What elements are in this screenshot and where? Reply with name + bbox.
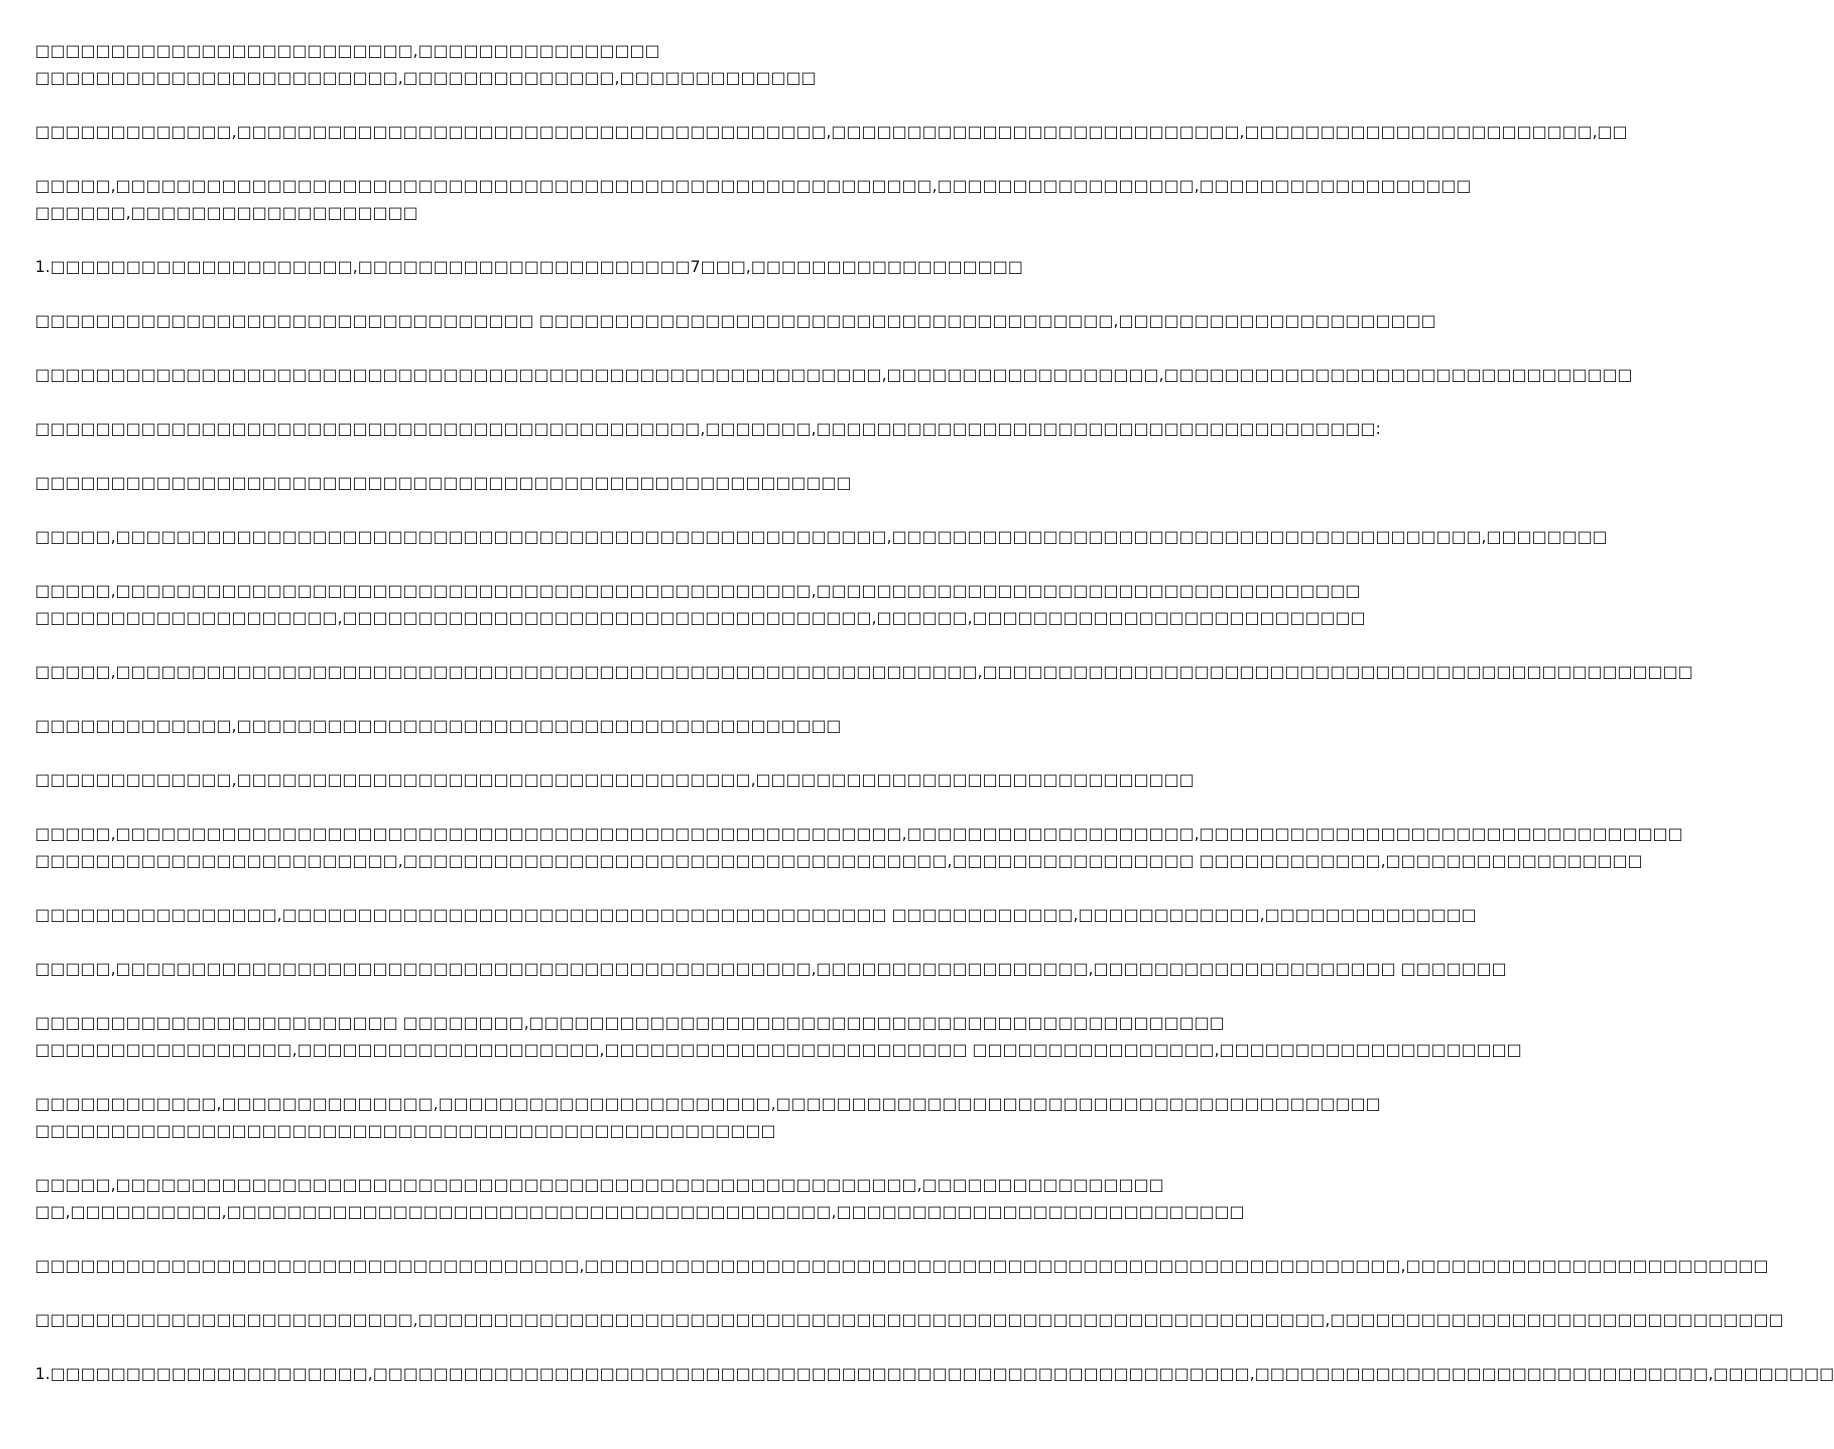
text-line: □□□□□□□□□□□□□□□□□□□□□□□□□□□□□□□□□□□□□□□□□□□□□□□□□□□□□□□□,□□□□□□□□□□□□□□□□□□,□□□□□□□□□□□□□□□□□□□□□□□□□□□□□□□ bbox=[35, 365, 1633, 384]
text-line: □□□□□□□□□□□□□□□□□□□□□□□□□□□□□□□□□□□□,□□□□□□□□□□□□□□□□□□□□□□□□□□□□□□□□□□□□□□□□□□□□□□□□□□□□□□,□□□□□□□□□□□□□□□□□□□□□□□□ bbox=[35, 1256, 1769, 1275]
text-line: □□□□□□□□□□□□□□□□□□□□□□□□,□□□□□□□□□□□□□□,□□□□□□□□□□□□□ bbox=[35, 68, 817, 87]
paragraph-9 bbox=[35, 523, 1608, 550]
text-line: □□□□□□□□□□□□□□□□□□□□,□□□□□□□□□□□□□□□□□□□□□□□□□□□□□□□□□□□,□□□□□□,□□□□□□□□□□□□□□□□□□□□□□□□□□ bbox=[35, 608, 1366, 627]
text-line: □□□□□,□□□□□□□□□□□□□□□□□□□□□□□□□□□□□□□□□□□□□□□□□□□□□□,□□□□□□□□□□□□□□□□□□,□□□□□□□□□□□□□□□□□□□□ □□□□□□□ bbox=[35, 959, 1507, 978]
text-line: □□□□□□□□□□□□□□□□□□□□□□□□□,□□□□□□□□□□□□□□□□ bbox=[35, 41, 660, 60]
paragraph-16 bbox=[35, 955, 1507, 982]
paragraph-12 bbox=[35, 712, 990, 739]
text-line: □□□□□,□□□□□□□□□□□□□□□□□□□□□□□□□□□□□□□□□□□□□□□□□□□□□□,□□□□□□□□□□□□□□□□□□□□□□□□□□□□□□□□□□□□ bbox=[35, 581, 1361, 600]
paragraph-4 bbox=[35, 253, 1023, 280]
text-line: □□□□□□□□□□□□□□□□□□□□□□□□□□□□□□□□□□□□□□□□□□□□□□□□□ bbox=[35, 1121, 776, 1140]
text-line: □□□□□□□□□□□□,□□□□□□□□□□□□□□,□□□□□□□□□□□□□□□□□□□□□□,□□□□□□□□□□□□□□□□□□□□□□□□□□□□□□□□□□□□□□□□ bbox=[35, 1094, 1381, 1113]
text-line: □□□□□□□□□□□□□,□□□□□□□□□□□□□□□□□□□□□□□□□□□□□□□□□□,□□□□□□□□□□□□□□□□□□□□□□□□□□□□□ bbox=[35, 770, 1195, 789]
paragraph-22 bbox=[35, 1360, 1834, 1387]
paragraph-10 bbox=[35, 577, 1366, 631]
text-line: □□□□□,□□□□□□□□□□□□□□□□□□□□□□□□□□□□□□□□□□□□□□□□□□□□□□□□□□□□□□□□□,□□□□□□□□□□□□□□□□□□□□□□□□□□□□□□□□□□□□□□□□□□□□□□□ bbox=[35, 662, 1693, 681]
text-line: □□□□□□□□□□□□□,□□□□□□□□□□□□□□□□□□□□□□□□□□□□□□□□□□□□□□□,□□□□□□□□□□□□□□□□□□□□□□□□□□□,□□□□□□□□□□□□□□□□□□□□□□□,□□ bbox=[35, 122, 1628, 141]
text-line: □□□□□□□□□□□□□,□□□□□□□□□□□□□□□□□□□□□□□□□□□□□□□□□□□□□□□□ bbox=[35, 716, 842, 735]
paragraph-14 bbox=[35, 820, 1683, 874]
text-line: 1.□□□□□□□□□□□□□□□□□□□□□,□□□□□□□□□□□□□□□□□□□□□□□□□□□□□□□□□□□□□□□□□□□□□□□□□□□□□□□□□□,□□□□□□□□□□□□□□□□□□□□□□□□□□□□□□,□□□□□□□□ bbox=[35, 1364, 1834, 1383]
text-line: □□□□□□□□□□□□□□□□□□□□□□□□,□□□□□□□□□□□□□□□□□□□□□□□□□□□□□□□□□□□□,□□□□□□□□□□□□□□□□ □□□□□□□□□□□□,□□□□□□□□□□□□□□□□□ bbox=[35, 851, 1643, 870]
paragraph-8 bbox=[35, 469, 990, 496]
paragraph-19 bbox=[35, 1171, 1245, 1225]
text-line: □□,□□□□□□□□□□,□□□□□□□□□□□□□□□□□□□□□□□□□□□□□□□□□□□□□□□□,□□□□□□□□□□□□□□□□□□□□□□□□□□□ bbox=[35, 1202, 1245, 1221]
paragraph-5 bbox=[35, 307, 1436, 334]
text-line: □□□□□,□□□□□□□□□□□□□□□□□□□□□□□□□□□□□□□□□□□□□□□□□□□□□□□□□□□,□□□□□□□□□□□□□□□□□□□□□□□□□□□□□□□□□□□□□□□,□□□□□□□□ bbox=[35, 527, 1608, 546]
paragraph-15 bbox=[35, 901, 1477, 928]
text-line: □□□□□,□□□□□□□□□□□□□□□□□□□□□□□□□□□□□□□□□□□□□□□□□□□□□□□□□□□□,□□□□□□□□□□□□□□□□□□□,□□□□□□□□□□□□□□□□□□□□□□□□□□□□□□□□ bbox=[35, 824, 1683, 843]
text-line: □□□□□,□□□□□□□□□□□□□□□□□□□□□□□□□□□□□□□□□□□□□□□□□□□□□□□□□□□□□,□□□□□□□□□□□□□□□□ bbox=[35, 1175, 1164, 1194]
text-line: □□□□□□□□□□□□□□□□□□□□□□□□□□□□□□□□□□□□□□□□□□□□□□□□□□□□□□ bbox=[35, 473, 852, 492]
text-line: 1.□□□□□□□□□□□□□□□□□□□□,□□□□□□□□□□□□□□□□□□□□□□7□□□,□□□□□□□□□□□□□□□□□□ bbox=[35, 257, 1023, 276]
paragraph-6 bbox=[35, 361, 1633, 388]
paragraph-17 bbox=[35, 1009, 1522, 1063]
text-line: □□□□□□□□□□□□□□□□□□□□□□□□□,□□□□□□□□□□□□□□□□□□□□□□□□□□□□□□□□□□□□□□□□□□□□□□□□□□□□□□□□□□□□,□□□□□□□□□□□□□□□□□□□□□□□□□□□□□□ bbox=[35, 1310, 1784, 1329]
paragraph-21 bbox=[35, 1306, 1784, 1333]
document-body bbox=[35, 37, 1834, 1414]
text-line: □□□□□□□□□□□□□□□□□□□□□□□□□□□□□□□□□□□□□□□□□□□□,□□□□□□□,□□□□□□□□□□□□□□□□□□□□□□□□□□□□□□□□□□□□□: bbox=[35, 419, 1381, 438]
text-line: □□□□□□□□□□□□□□□□□□□□□□□□ □□□□□□□□,□□□□□□□□□□□□□□□□□□□□□□□□□□□□□□□□□□□□□□□□□□□□□□ bbox=[35, 1013, 1225, 1032]
text-line: □□□□□,□□□□□□□□□□□□□□□□□□□□□□□□□□□□□□□□□□□□□□□□□□□□□□□□□□□□□□,□□□□□□□□□□□□□□□□□,□□□□□□□□□□□□□□□□□□ bbox=[35, 176, 1472, 195]
text-line: □□□□□□□□□□□□□□□□,□□□□□□□□□□□□□□□□□□□□□□□□□□□□□□□□□□□□□□□□ □□□□□□□□□□□□,□□□□□□□□□□□□,□□□□□□□□□□□□□□ bbox=[35, 905, 1477, 924]
paragraph-18 bbox=[35, 1090, 1381, 1144]
text-line: □□□□□□□□□□□□□□□□□,□□□□□□□□□□□□□□□□□□□□,□□□□□□□□□□□□□□□□□□□□□□□□ □□□□□□□□□□□□□□□□,□□□□□□□□□□□□□□□□□□□□ bbox=[35, 1040, 1522, 1059]
paragraph-20 bbox=[35, 1252, 1769, 1279]
paragraph-3 bbox=[35, 172, 1472, 226]
text-line: □□□□□□,□□□□□□□□□□□□□□□□□□□ bbox=[35, 203, 419, 222]
text-line: □□□□□□□□□□□□□□□□□□□□□□□□□□□□□□□□□ □□□□□□□□□□□□□□□□□□□□□□□□□□□□□□□□□□□□□□,□□□□□□□□□□□□□□□□□□□□□ bbox=[35, 311, 1436, 330]
paragraph-11 bbox=[35, 658, 1693, 685]
paragraph-7 bbox=[35, 415, 1381, 442]
paragraph-1 bbox=[35, 37, 990, 91]
paragraph-2 bbox=[35, 118, 1628, 145]
paragraph-13 bbox=[35, 766, 1195, 793]
